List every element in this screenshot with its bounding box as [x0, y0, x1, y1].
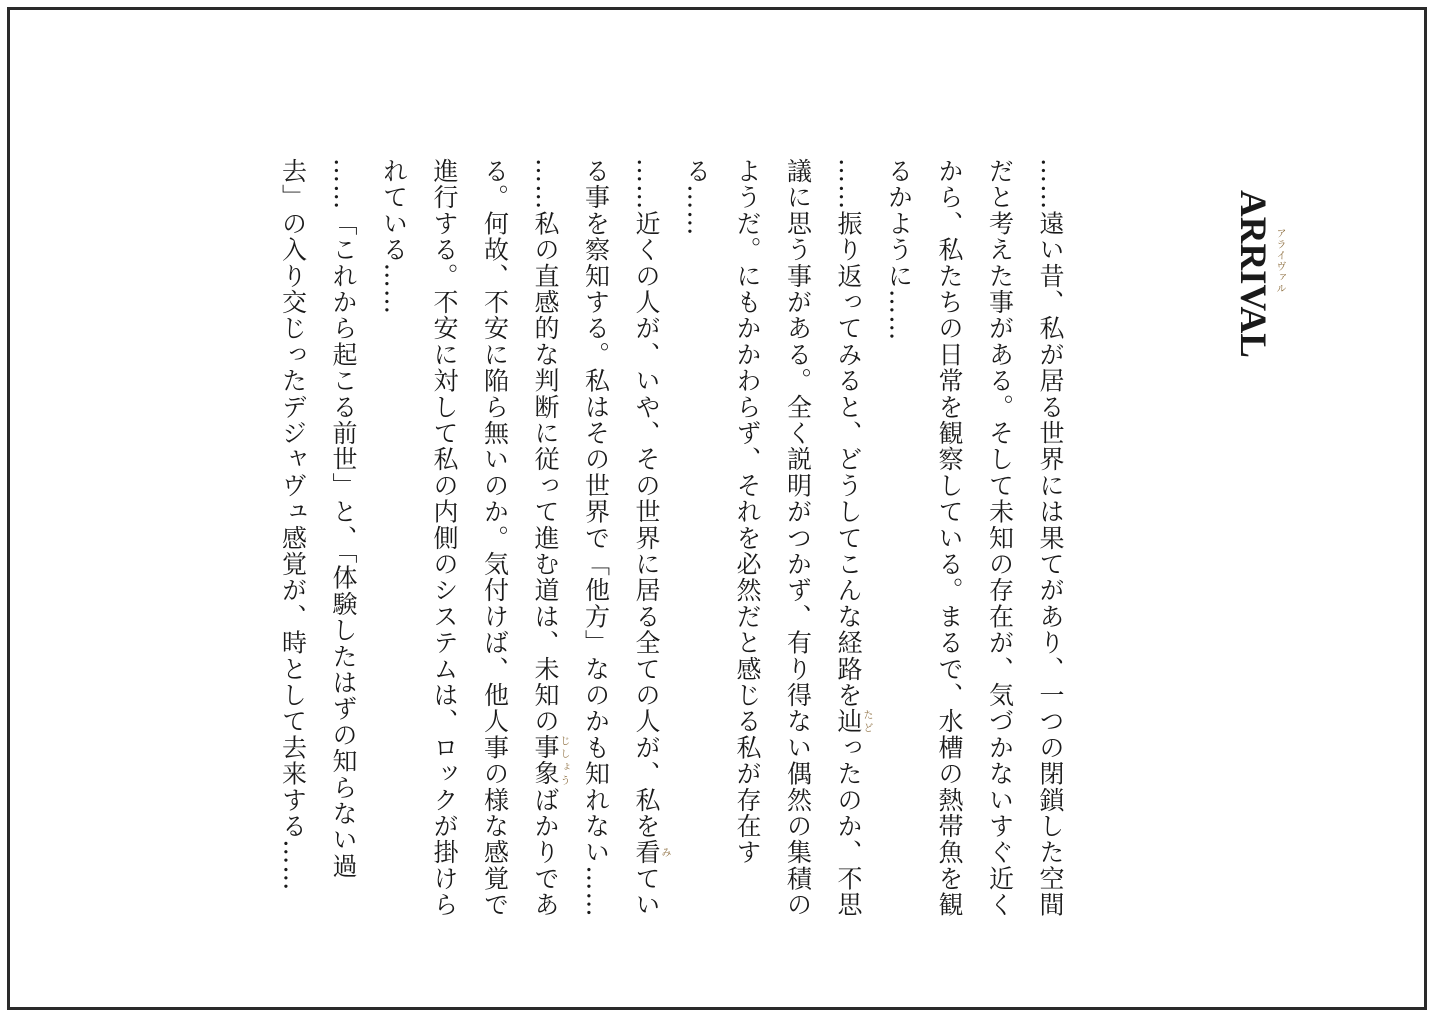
ruby-base: 辿: [834, 708, 863, 735]
paragraph-text: ばかりである。何故、不安に陥ら無いのか。気付けば、他人事の様な感覚で進行する。不安に対して私の内側のシステムは、ロックが掛けられている……: [379, 158, 560, 918]
paragraph-text: ている事を察知する。私はその世界で「他方」なのかも知れない……: [581, 158, 661, 918]
ruby-word: [834, 708, 872, 735]
ruby-reading: じしょう: [558, 734, 569, 787]
ruby-word: [632, 839, 670, 866]
paragraph-text: ……遠い昔、私が居る世界には果てがあり、一つの閉鎖した空間だと考えた事がある。そして未知の存在が、気づかないすぐ近くから、私たちの日常を観察している。まるで、水槽の熱帯魚を観るかように……: [884, 158, 1065, 918]
title-block: [1228, 190, 1298, 360]
paragraph-3: [570, 158, 671, 918]
paragraph-4: [368, 158, 570, 918]
paragraph-text: ……「これから起こる前世」と、「体験したはずの知らない過去」の入り交じったデジャヴュ感覚が、時として去来する……: [278, 158, 358, 892]
ruby-base: 看: [632, 839, 661, 866]
paragraph-1: [873, 158, 1075, 918]
ruby-reading: たど: [861, 708, 872, 735]
ruby-word: [531, 734, 569, 787]
paragraph-text: ……私の直感的な判断に従って進む道は、未知の: [531, 158, 560, 735]
paragraph-text: ……振り返ってみると、どうしてこんな経路を: [834, 158, 863, 709]
paragraph-text: ったのか、不思議に思う事がある。全く説明がつかず、有り得ない偶然の集積のようだ。にもかかわらず、それを必然だと感じる私が存在する……: [682, 158, 863, 918]
paragraph-text: ……近くの人が、いや、その世界に居る全ての人が、私を: [632, 158, 661, 840]
body-text: [267, 158, 1075, 918]
ruby-base: 事象: [531, 734, 560, 787]
paragraph-2: [671, 158, 873, 918]
paragraph-5: [267, 158, 368, 918]
ruby-reading: み: [659, 839, 670, 866]
title-ruby: アライヴァル: [1274, 228, 1285, 294]
page-title: ARRIVAL: [1232, 190, 1273, 358]
